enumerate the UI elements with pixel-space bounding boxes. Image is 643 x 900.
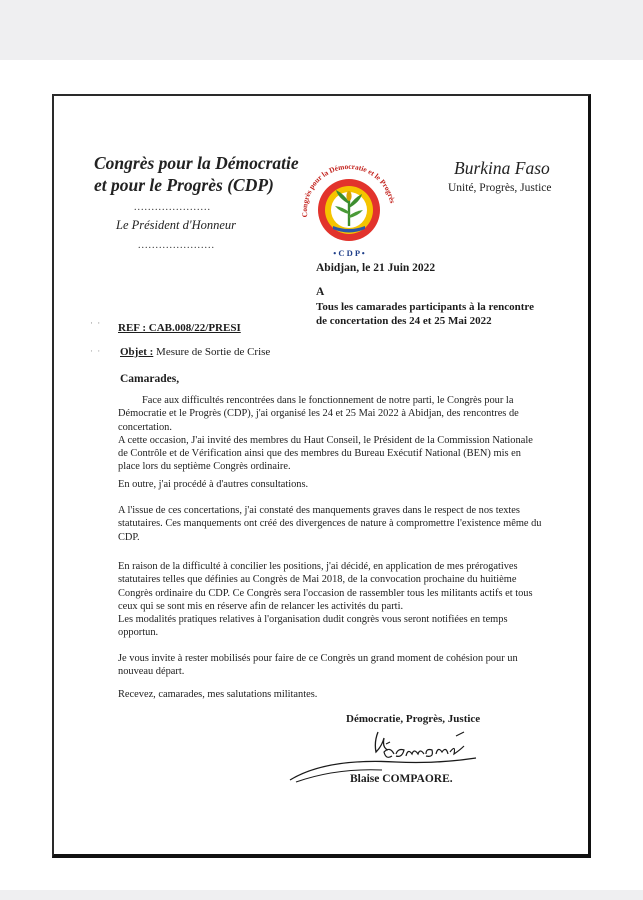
scan-marks: · · (90, 346, 102, 356)
party-name (94, 152, 299, 196)
paragraph-5: En raison de la difficulté à concilier les positions, j'ai décidé, en application de mes prérogatives statutaires telles que définies au Congrès de Mai 2018, de la convocation prochaine du huitième Congrès ordinaire du CDP. Ce Congrès sera l'occasion de rassembler tous les militants actifs et tous ceux qui se sont mis en réserve afin de relancer les activités du parti. (118, 561, 533, 612)
recipient-line1: Tous les camarades participants à la rencontre (316, 301, 534, 313)
letter-body-block2 (118, 560, 544, 640)
paragraph-8: Recevez, camarades, mes salutations militantes. (118, 689, 318, 700)
logo-ring-text: Congrès pour la Démocratie et le Progrès (299, 161, 398, 218)
letter-document (52, 94, 591, 858)
honorary-title: Le Président d'Honneur (116, 218, 237, 232)
country-name: Burkina Faso (454, 158, 550, 178)
country-motto: Unité, Progrès, Justice (448, 182, 552, 194)
subject-label: Objet : (120, 346, 154, 358)
signer-name: Blaise COMPAORE. (350, 773, 453, 785)
letter-body-block1 (118, 394, 544, 474)
dotted-separator: ...................... (134, 202, 211, 213)
subject-text: Mesure de Sortie de Crise (153, 346, 271, 358)
logo-bottom-text: • C D P • (333, 248, 365, 258)
recipient-line2: de concertation des 24 et 25 Mai 2022 (316, 315, 492, 327)
paragraph-2: A cette occasion, J'ai invité des membres du Haut Conseil, le Président de la Commission Nationale de Contrôle et de Vérification ainsi que des membres du Bureau Exécutif National (BEN) mis en place lors du septième Congrès ordinaire. (118, 434, 533, 473)
letter-date: Abidjan, le 21 Juin 2022 (316, 262, 436, 274)
top-band (0, 0, 643, 60)
dotted-separator: ...................... (138, 240, 215, 251)
recipient-prefix: A (316, 286, 325, 298)
paragraph-7: Je vous invite à rester mobilisés pour faire de ce Congrès un grand moment de cohésion pour un nouveau départ. (118, 653, 518, 678)
reference-number: REF : CAB.008/22/PRESI (118, 322, 241, 334)
greeting: Camarades, (120, 373, 180, 385)
cdp-logo (294, 152, 404, 262)
bottom-band (0, 890, 643, 900)
party-name-line1: Congrès pour la Démocratie (94, 153, 299, 173)
scan-marks: · · (90, 318, 102, 328)
paragraph-3: En outre, j'ai procédé à d'autres consultations. (118, 479, 309, 490)
subject-line (120, 346, 270, 358)
party-name-line2: et pour le Progrès (CDP) (94, 175, 274, 195)
recipient-block (316, 300, 556, 328)
paragraph-4: A l'issue de ces concertations, j'ai constaté des manquements graves dans le respect de nos textes statutaires. Ces manquements ont créé des divergences de nature à compromettre l'existence même du CDP. (118, 505, 542, 543)
paragraph-1: Face aux difficultés rencontrées dans le fonctionnement de notre parti, le Congrès pour la Démocratie et le Progrès (CDP), j'ai organisé les 24 et 25 Mai 2022 à Abidjan, des rencontres de concertation. (118, 395, 519, 433)
logo-corn-ear (346, 191, 351, 201)
closing-motto: Démocratie, Progrès, Justice (346, 713, 481, 725)
paragraph-6: Les modalités pratiques relatives à l'organisation dudit congrès vous seront notifiées en temps opportun. (118, 614, 508, 639)
